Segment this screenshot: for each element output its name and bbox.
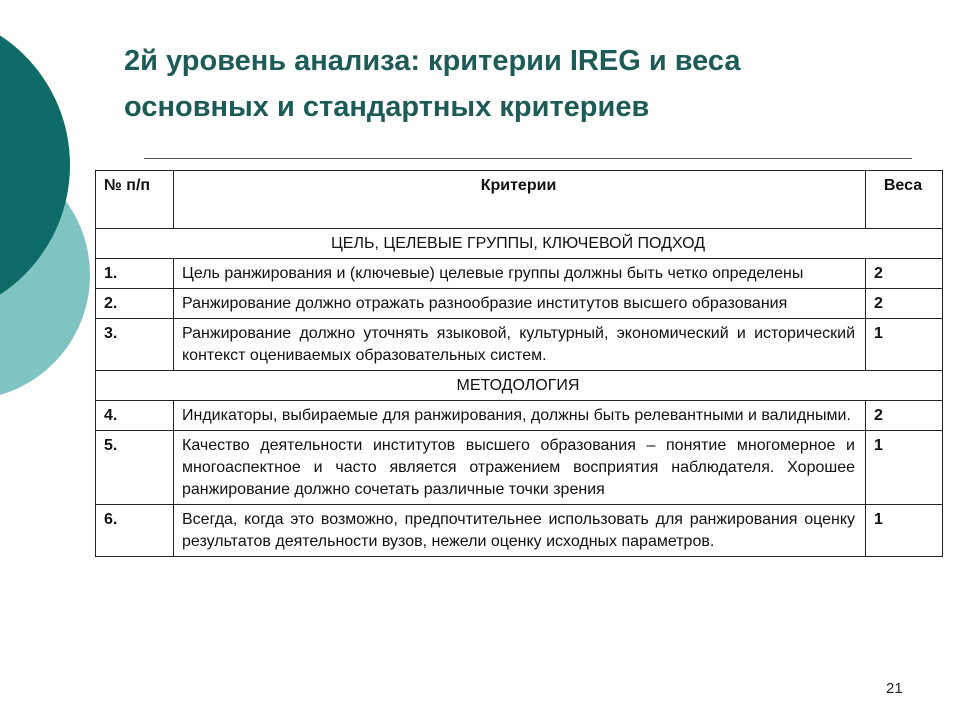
row-criterion: Ранжирование должно отражать разнообразие институтов высшего образования — [174, 289, 866, 319]
table-row — [96, 401, 943, 431]
header-weight: Веса — [866, 171, 943, 229]
row-weight: 1 — [866, 431, 943, 505]
title-divider — [144, 158, 912, 159]
row-criterion: Цель ранжирования и (ключевые) целевые группы должны быть четко определены — [174, 259, 866, 289]
table-header-row — [96, 171, 943, 229]
header-number: № п/п — [96, 171, 174, 229]
row-criterion: Всегда, когда это возможно, предпочтительнее использовать для ранжирования оценку результатов деятельности вузов, нежели оценку исходных параметров. — [174, 505, 866, 557]
section-title: ЦЕЛЬ, ЦЕЛЕВЫЕ ГРУППЫ, КЛЮЧЕВОЙ ПОДХОД — [96, 229, 943, 259]
row-number: 3. — [96, 319, 174, 371]
row-number: 6. — [96, 505, 174, 557]
slide-title-line-2: основных и стандартных критериев — [124, 91, 650, 123]
row-criterion: Индикаторы, выбираемые для ранжирования, должны быть релевантными и валидными. — [174, 401, 866, 431]
criteria-table — [95, 170, 943, 557]
section-row — [96, 229, 943, 259]
row-number: 2. — [96, 289, 174, 319]
row-weight: 2 — [866, 259, 943, 289]
slide-title-line-1: 2й уровень анализа: критерии IREG и веса — [124, 45, 741, 77]
row-weight: 2 — [866, 401, 943, 431]
header-criteria: Критерии — [174, 171, 866, 229]
row-number: 1. — [96, 259, 174, 289]
page-number: 21 — [886, 680, 903, 697]
row-number: 5. — [96, 431, 174, 505]
row-criterion: Качество деятельности институтов высшего образования – понятие многомерное и многоаспектное и часто является отражением восприятия наблюдателя. Хорошее ранжирование должно сочетать различные точки зрения — [174, 431, 866, 505]
row-weight: 1 — [866, 505, 943, 557]
table-row — [96, 289, 943, 319]
slide-title — [124, 38, 924, 130]
row-criterion: Ранжирование должно уточнять языковой, культурный, экономический и исторический контекст оцениваемых образовательных систем. — [174, 319, 866, 371]
table-row — [96, 259, 943, 289]
table-row — [96, 505, 943, 557]
table-row — [96, 319, 943, 371]
section-title: МЕТОДОЛОГИЯ — [96, 371, 943, 401]
row-weight: 1 — [866, 319, 943, 371]
row-number: 4. — [96, 401, 174, 431]
row-weight: 2 — [866, 289, 943, 319]
section-row — [96, 371, 943, 401]
table-row — [96, 431, 943, 505]
